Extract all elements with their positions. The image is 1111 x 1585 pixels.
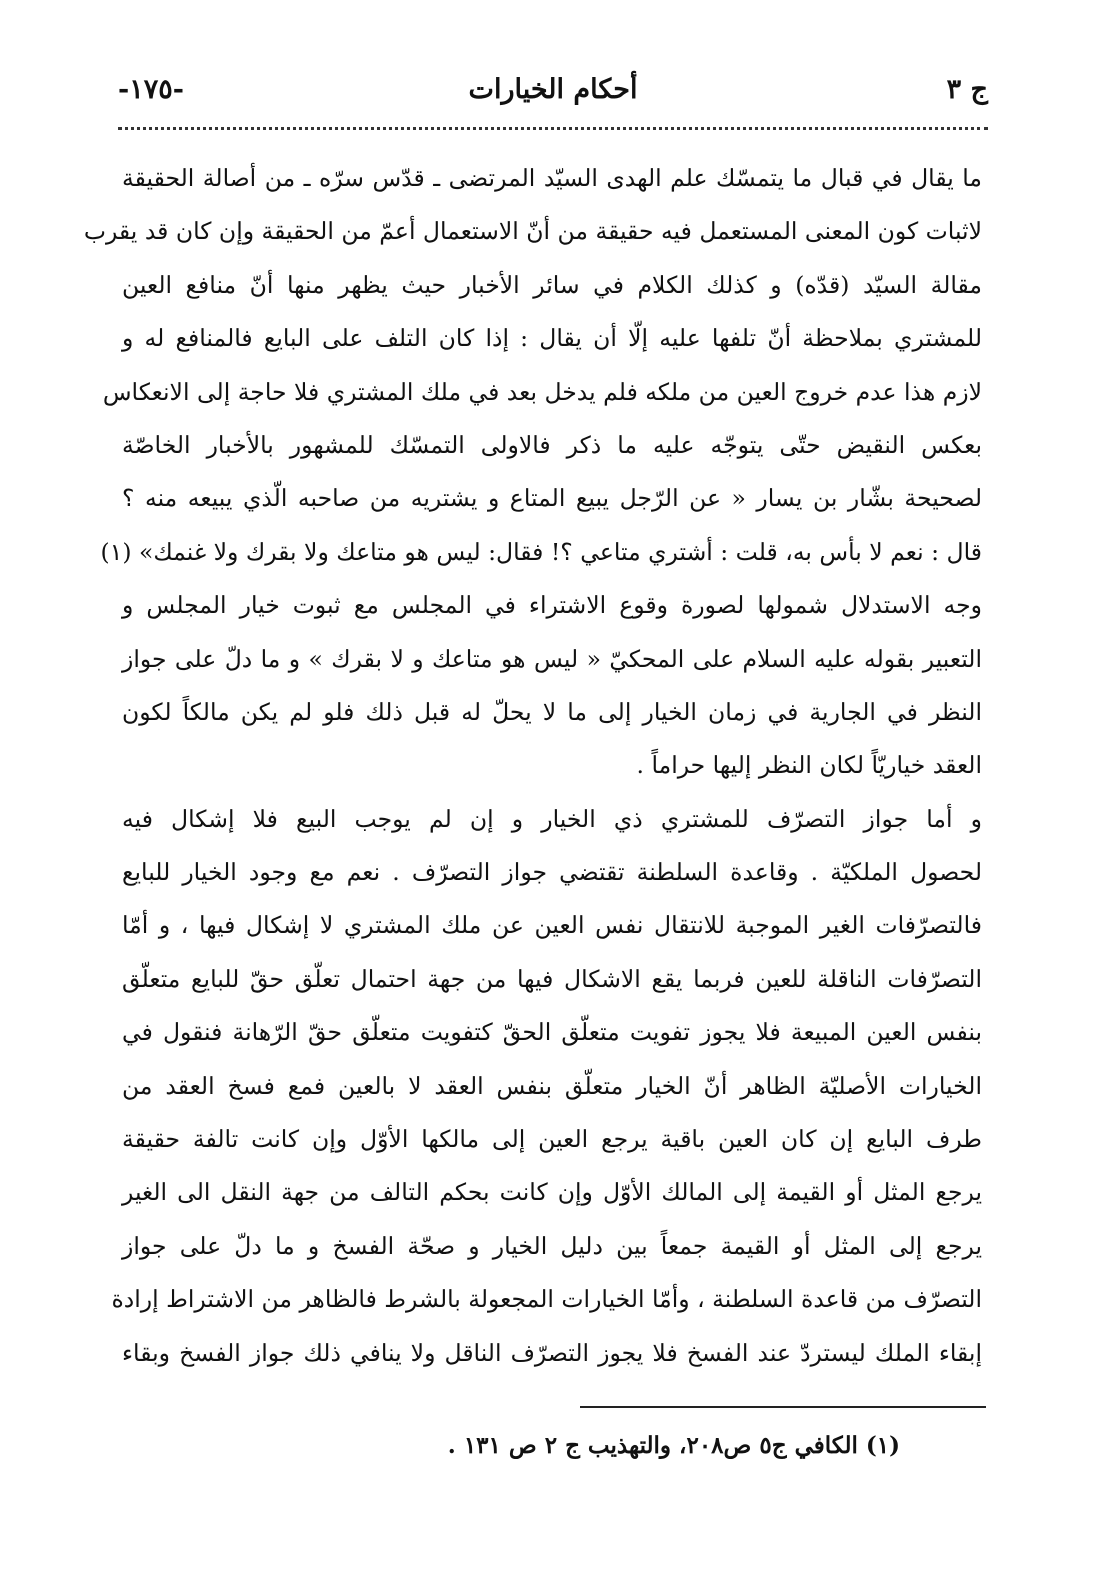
text-line: النظر في الجارية في زمان الخيار إلى ما لا يحلّ له قبل ذلك فلو لم يكن مالكاً لكون — [122, 697, 982, 726]
text-line: لصحيحة بشّار بن يسار « عن الرّجل يبيع المتاع و يشتريه من صاحبه الّذي يبيعه منه ؟ — [122, 484, 982, 513]
text-line: التصرّفات الناقلة للعين فربما يقع الاشكال فيها من جهة احتمال تعلّق حقّ للبايع متعلّق — [122, 964, 982, 993]
text-line: الخيارات الأصليّة الظاهر أنّ الخيار متعلّق بنفس العقد لا بالعين فمع فسخ العقد من — [122, 1071, 982, 1100]
text-line: للمشتري بملاحظة أنّ تلفها عليه إلّا أن يقال : إذا كان التلف على البايع فالمنافع له و — [122, 324, 982, 353]
text-line: لحصول الملكيّة . وقاعدة السلطنة تقتضي جواز التصرّف . نعم مع وجود الخيار للبايع — [122, 858, 982, 887]
text-line: لاثبات كون المعنى المستعمل فيه حقيقة من أنّ الاستعمال أعمّ من الحقيقة وإن كان قد يقرب — [83, 217, 982, 246]
text-line: بنفس العين المبيعة فلا يجوز تفويت متعلّق الحقّ كتفويت متعلّق حقّ الرّهانة فنقول في — [122, 1018, 982, 1047]
text-line: طرف البايع إن كان العين باقية يرجع العين إلى مالكها الأوّل وإن كانت تالفة حقيقة — [122, 1125, 982, 1154]
text-line: وجه الاستدلال شمولها لصورة وقوع الاشتراء في المجلس مع ثبوت خيار المجلس و — [122, 591, 982, 620]
text-line: إبقاء الملك ليستردّ عند الفسخ فلا يجوز التصرّف الناقل ولا ينافي ذلك جواز الفسخ وبقاء — [122, 1338, 982, 1367]
text-line: يرجع إلى المثل أو القيمة جمعاً بين دليل الخيار و صحّة الفسخ و ما دلّ على جواز — [122, 1231, 982, 1260]
chapter-title: أحكام الخيارات — [468, 74, 638, 105]
text-line: التصرّف من قاعدة السلطنة ، وأمّا الخيارات المجعولة بالشرط فالظاهر من الاشتراط إرادة — [111, 1285, 982, 1314]
text-line: العقد خياريّاً لكان النظر إليها حراماً . — [636, 751, 982, 780]
header-divider — [118, 127, 988, 130]
text-line: يرجع المثل أو القيمة إلى المالك الأوّل وإن كانت بحكم التالف من جهة النقل الى الغير — [122, 1178, 982, 1207]
running-header — [118, 66, 988, 114]
text-line: لازم هذا عدم خروج العين من ملكه فلم يدخل بعد في ملك المشتري فلا حاجة إلى الانعكاس — [102, 377, 982, 406]
main-text — [83, 152, 982, 1380]
page-number: -١٧٥- — [118, 74, 184, 105]
footnote-divider — [580, 1406, 986, 1408]
text-line: و أما جواز التصرّف للمشتري ذي الخيار و إن لم يوجب البيع فلا إشكال فيه — [122, 804, 982, 833]
text-line: مقالة السيّد (قدّه) و كذلك الكلام في سائر الأخبار حيث يظهر منها أنّ منافع العين — [122, 270, 982, 299]
text-line: التعبير بقوله عليه السلام على المحكيّ « ليس هو متاعك و لا بقرك » و ما دلّ على جواز — [122, 644, 982, 673]
footnote: (١) الكافي ج٥ ص٢٠٨، والتهذيب ج ٢ ص ١٣١ . — [447, 1432, 900, 1459]
text-line: ما يقال في قبال ما يتمسّك علم الهدى السيّد المرتضى ـ قدّس سرّه ـ من أصالة الحقيقة — [122, 164, 982, 192]
text-line: فالتصرّفات الغير الموجبة للانتقال نفس العين عن ملك المشتري لا إشكال فيها ، و أمّا — [122, 911, 982, 940]
text-line: بعكس النقيض حتّى يتوجّه عليه ما ذكر فالاولى التمسّك للمشهور بالأخبار الخاصّة — [122, 430, 982, 459]
volume-label: ج ٣ — [946, 74, 988, 105]
text-line: قال : نعم لا بأس به، قلت : أشتري متاعي ؟! فقال: ليس هو متاعك ولا بقرك ولا غنمك» (١) — [100, 537, 982, 566]
